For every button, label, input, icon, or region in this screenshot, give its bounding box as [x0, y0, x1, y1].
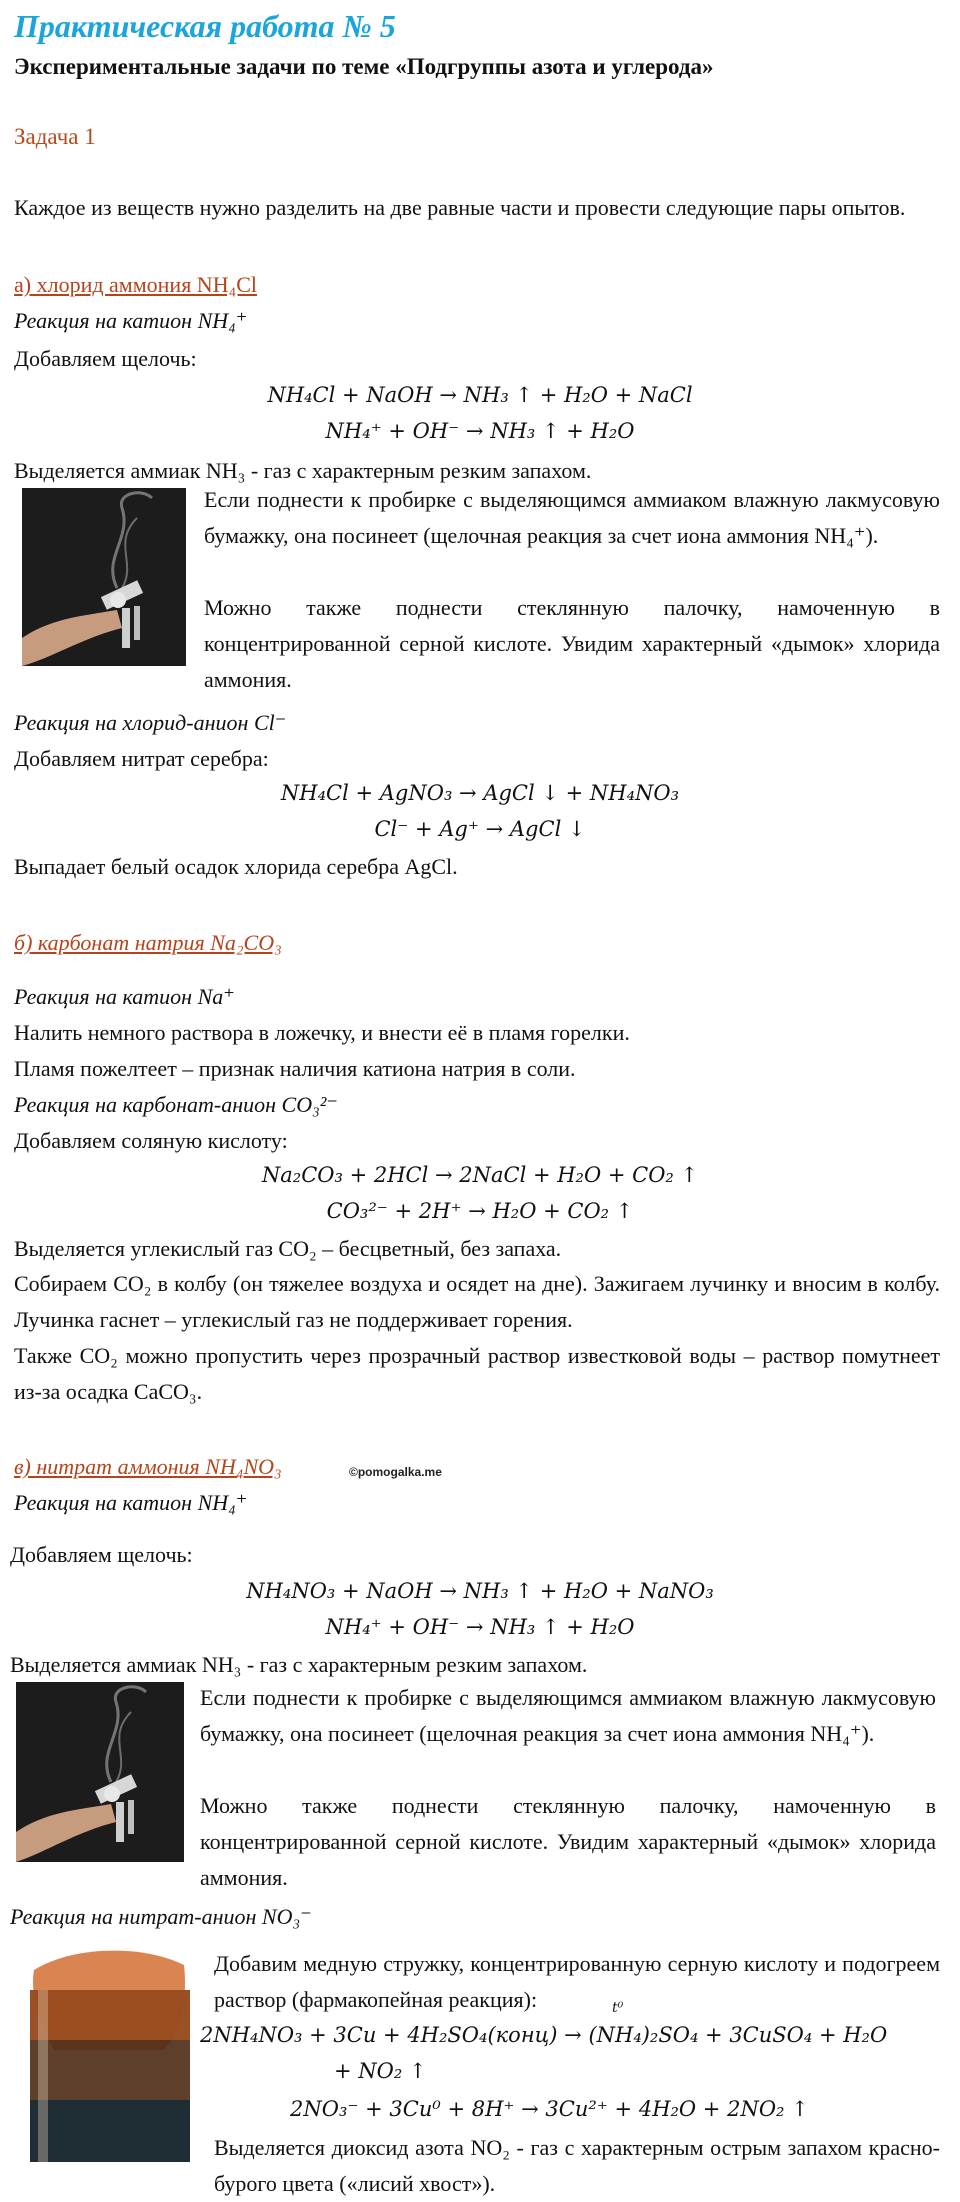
- section-b-cation-label: Реакция на катион Na⁺: [14, 984, 235, 1009]
- section-a-equation-2: NH₄⁺ + OH⁻ → NH₃ ↑ + H₂O: [325, 419, 635, 443]
- section-a-heading: а) хлорид аммония NH₄Cl: [14, 272, 258, 297]
- section-a-anion-label: Реакция на хлорид-анион Cl⁻: [14, 710, 287, 735]
- section-b-step-2: Пламя пожелтеет – признак наличия катиона натрия в соли.: [14, 1056, 576, 1081]
- section-a-rod-text: Можно также поднести стеклянную палочку, намоченную в концентрированной серной кислоте. Увидим характерный «дымок» хлорида аммония.: [204, 595, 940, 692]
- section-c-anion-label: Реакция на нитрат-анион NO₃⁻: [10, 1904, 312, 1929]
- section-b-equation-1: Na₂CO₃ + 2HCl → 2NaCl + H₂O + CO₂ ↑: [261, 1163, 699, 1187]
- section-b-equation-2: CO₃²⁻ + 2H⁺ → H₂O + CO₂ ↑: [326, 1199, 634, 1223]
- section-c-add-alkali: Добавляем щелочь:: [10, 1542, 193, 1567]
- section-a-cation-label: Реакция на катион NH₄⁺: [14, 308, 248, 333]
- section-a-rod-text-1: [204, 590, 940, 698]
- section-c-ammonia-note: Выделяется аммиак NH₃ - газ с характерным резким запахом.: [10, 1652, 588, 1677]
- section-c-rod-text: Можно также поднести стеклянную палочку, намоченную в концентрированной серной кислоте. Увидим характерный «дымок» хлорида аммония.: [200, 1793, 936, 1890]
- section-c-equation-2: NH₄⁺ + OH⁻ → NH₃ ↑ + H₂O: [325, 1615, 635, 1639]
- section-a-add-silver: Добавляем нитрат серебра:: [14, 746, 269, 771]
- section-c-litmus-text: Если поднести к пробирке с выделяющимся аммиаком влажную лакмусовую бумажку, она посинеет (щелочная реакция за счет иона аммония NH₄⁺).: [200, 1685, 936, 1746]
- section-c-no2-text: Выделяется диоксид азота NO₂ - газ с характерным острым запахом красно-бурого цвета («лисий хвост»).: [214, 2135, 940, 2196]
- section-a-precipitate: Выпадает белый осадок хлорида серебра AgCl.: [14, 854, 458, 879]
- section-c-equation-3-heat: t⁰: [612, 2000, 624, 2016]
- section-a-add-alkali: Добавляем щелочь:: [14, 346, 197, 371]
- section-a-ammonia-note: Выделяется аммиак NH₃ - газ с характерным резким запахом.: [14, 458, 592, 483]
- section-b-anion-label: Реакция на карбонат-анион CO₃²⁻: [14, 1092, 338, 1117]
- section-c-equation-4: 2NO₃⁻ + 3Cu⁰ + 8H⁺ → 3Cu²⁺ + 4H₂O + 2NO₂ ↑: [290, 2097, 809, 2121]
- page-title: Практическая работа № 5: [14, 8, 396, 44]
- task-label: Задача 1: [14, 124, 96, 149]
- section-a-litmus-text: Если поднести к пробирке с выделяющимся аммиаком влажную лакмусовую бумажку, она посинеет (щелочная реакция за счет иона аммония NH₄⁺).: [204, 487, 940, 548]
- page-subtitle: Экспериментальные задачи по теме «Подгруппы азота и углерода»: [14, 54, 714, 79]
- section-a-equation-4: Cl⁻ + Ag⁺ → AgCl ↓: [374, 817, 586, 841]
- section-b-co2-note: Выделяется углекислый газ CO₂ – бесцветный, без запаха.: [14, 1236, 562, 1261]
- section-b-step-1: Налить немного раствора в ложечку, и внести её в пламя горелки.: [14, 1020, 630, 1045]
- section-b-splinter-text: Собираем CO₂ в колбу (он тяжелее воздуха и осядет на дне). Зажигаем лучинку и вносим в колбу. Лучинка гаснет – углекислый газ не поддерживает горения.: [14, 1271, 940, 1332]
- watermark: ©pomogalka.me: [349, 1465, 442, 1479]
- section-c-copper-text: Добавим медную стружку, концентрированную серную кислоту и подогреем раствор (фармакопейная реакция):: [214, 1951, 940, 2012]
- section-c-cation-label: Реакция на катион NH₄⁺: [14, 1490, 248, 1515]
- section-a-equation-1: NH₄Cl + NaOH → NH₃ ↑ + H₂O + NaCl: [267, 383, 693, 407]
- copper-nitrate-beaker-photo: [14, 1950, 198, 2162]
- section-b-limewater-text: Также CO₂ можно пропустить через прозрачный раствор известковой воды – раствор помутнеет из-за осадка CaCO₃.: [14, 1343, 940, 1404]
- section-a-equation-3: NH₄Cl + AgNO₃ → AgCl ↓ + NH₄NO₃: [280, 781, 680, 805]
- section-c-equation-1: NH₄NO₃ + NaOH → NH₃ ↑ + H₂O + NaNO₃: [246, 1579, 714, 1603]
- section-b-add-acid: Добавляем соляную кислоту:: [14, 1128, 288, 1153]
- ammonia-test-photo: [16, 1682, 184, 1862]
- section-b-heading: б) карбонат натрия Na₂CO₃: [14, 930, 282, 955]
- section-c-heading: в) нитрат аммония NH₄NO₃: [14, 1454, 282, 1479]
- intro-text: Каждое из веществ нужно разделить на две равные части и провести следующие пары опытов.: [14, 195, 906, 220]
- section-c-equation-3a: 2NH₄NO₃ + 3Cu + 4H₂SO₄(конц) → (NH₄)₂SO₄ + 3CuSO₄ + H₂O: [200, 2023, 888, 2047]
- section-c-equation-3b: + NO₂ ↑: [334, 2059, 427, 2083]
- ammonia-test-photo: [22, 488, 186, 666]
